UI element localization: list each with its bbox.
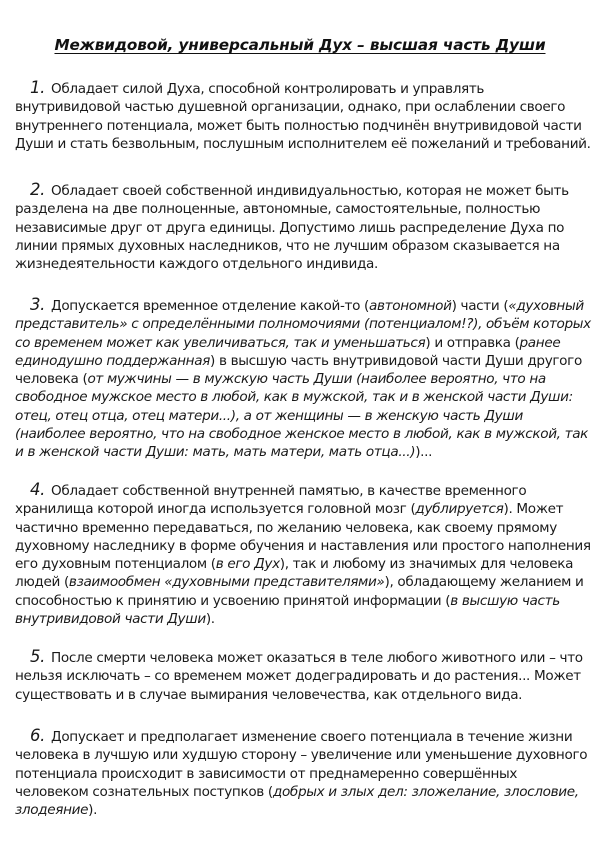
item-number: 2. <box>30 180 46 199</box>
item-text-italic: автономной <box>369 298 452 314</box>
item-text: ). <box>205 611 215 628</box>
list-item-6 <box>15 727 593 819</box>
item-number: 5. <box>30 647 46 666</box>
item-text-italic: дублируется <box>415 501 504 518</box>
item-text: После смерти человека может оказаться в теле любого животного или – что нельзя исключать – со временем может додеградировать и до растения... Может существовать и в случае вымирания человечества, как отдельного вида. <box>15 650 583 703</box>
item-text: ), так и любому из значимых для человека людей ( <box>15 556 574 591</box>
list-item-2 <box>15 181 593 273</box>
item-text: ). Может частично временно передаваться, по желанию человека, как своему прямому духовному наследнику в форме обучения и наставления или простого наполнения его духовным потенциалом ( <box>15 501 591 573</box>
item-text: Обладает своей собственной индивидуальностью, которая не может быть разделена на две полноценные, автономные, самостоятельные, полностью независимые друг от друга единицы. Допустимо лишь распределение Духа по линии прямых духовных наследников, что не лучшим образом сказывается на жизнедеятельности каждого отдельного индивида. <box>15 183 569 273</box>
list-item-1 <box>15 79 593 153</box>
item-text-italic: в его Дух <box>215 556 280 573</box>
item-text-italic: в высшую часть внутривидовой части Души <box>15 592 560 628</box>
item-text: ) части ( <box>451 298 509 314</box>
item-number: 4. <box>30 480 46 499</box>
item-text: Обладает силой Духа, способной контролировать и управлять внутривидовой частью душевной организации, однако, при ослаблении своего внутреннего потенциала, может быть полностью подчинён внутривидовой части Души и стать безвольным, послушным исполнителем её пожеланий и требований. <box>15 81 591 152</box>
item-number: 6. <box>30 726 46 745</box>
item-text: )... <box>415 444 433 461</box>
item-text: Допускает и предполагает изменение своего потенциала в течение жизни человека в лучшую или худшую сторону – увеличение или уменьшение духовного потенциала происходит в зависимости от преднамеренно совершённых человеком сознательных поступков ( <box>15 729 588 800</box>
item-text-italic: добрых и злых дел: зложелание, злословие, злодеяние <box>15 783 579 819</box>
item-text-italic: «духовный представитель» с определёнными полномочиями (потенциалом!?), объём которых со временем может как увеличиваться, так и уменьшаться <box>15 298 591 351</box>
item-text: Обладает собственной внутренней памятью, в качестве временного хранилища которой иногда используется головной мозг ( <box>15 483 527 518</box>
item-text: Допускается временное отделение какой-то ( <box>51 298 370 314</box>
item-number: 1. <box>30 78 46 97</box>
item-text: ) в высшую часть внутривидовой части Души другого человека ( <box>15 352 582 388</box>
item-text-italic: взаимообмен «духовными представителями» <box>68 574 385 591</box>
list-item-4 <box>15 481 593 628</box>
item-text-italic: ранее единодушно поддержанная <box>15 334 561 369</box>
item-text: ), обладающему желанием и способностью к принятию и усвоению принятой информации ( <box>15 574 584 609</box>
item-text: ) и отправка ( <box>425 334 520 351</box>
item-text: ). <box>88 802 98 819</box>
item-text-italic: от мужчины — в мужскую часть Души (наиболее вероятно, что на свободное мужское место в любой, как в мужской, так и в женской части Души: отец, отец отца, отец матери...), а от женщины — в женскую часть Души (наиболее вероятно, что на свободное женское место в любой, как в мужской, так и в женской части Души: мать, мать матери, мать отца...) <box>15 371 589 461</box>
document-title: Межвидовой, универсальный Дух – высшая часть Души <box>54 36 546 54</box>
item-number: 3. <box>30 295 46 314</box>
list-item-3 <box>15 296 593 462</box>
list-item-5 <box>15 648 593 704</box>
